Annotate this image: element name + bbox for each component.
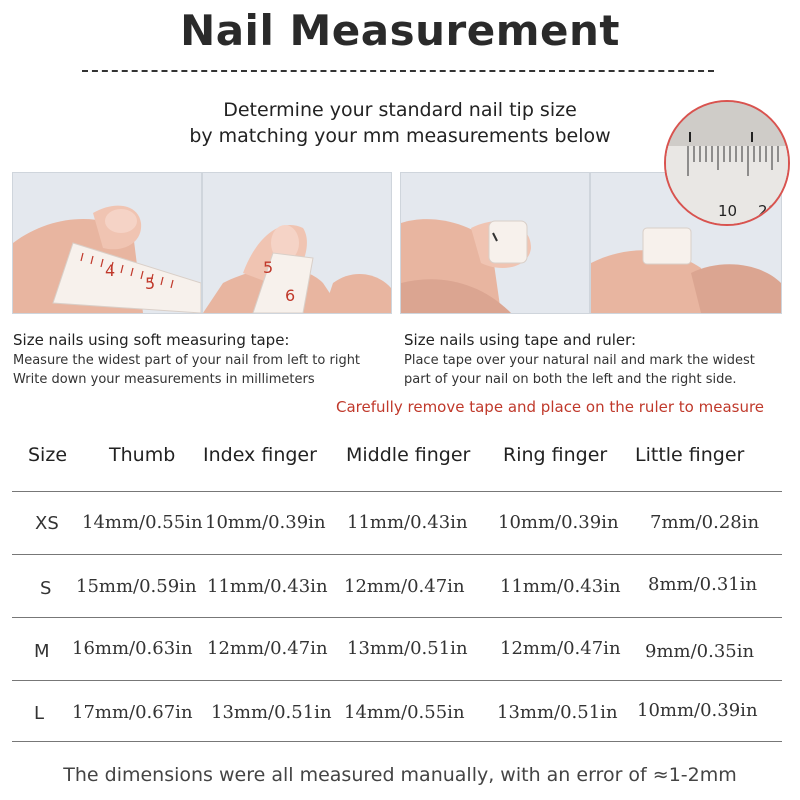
table-header-ring: Ring finger — [503, 444, 608, 466]
table-divider — [12, 617, 782, 618]
table-cell: 7mm/0.28in — [650, 512, 760, 533]
table-cell: 11mm/0.43in — [500, 576, 621, 597]
table-cell: 15mm/0.59in — [76, 576, 197, 597]
table-cell: 16mm/0.63in — [72, 638, 193, 659]
table-header-index: Index finger — [203, 444, 317, 466]
tape-mark-text: 5 — [263, 258, 274, 277]
method-tape-line-1: Measure the widest part of your nail from left to right — [13, 353, 361, 368]
table-header-size: Size — [28, 444, 68, 466]
table-header-thumb: Thumb — [109, 444, 176, 466]
tape-ruler-photo-1 — [400, 172, 590, 314]
tape-mark-text: 6 — [285, 286, 296, 305]
subtitle-line-1: Determine your standard nail tip size — [223, 99, 577, 121]
table-cell: 13mm/0.51in — [497, 702, 618, 723]
table-cell: 13mm/0.51in — [347, 638, 468, 659]
footer-note: The dimensions were all measured manually, with an error of ≈1-2mm — [63, 764, 737, 786]
tape-measure-photo-1 — [12, 172, 202, 314]
table-cell: 11mm/0.43in — [347, 512, 468, 533]
table-cell: 12mm/0.47in — [500, 638, 621, 659]
method-ruler-line-1: Place tape over your natural nail and mark the widest — [404, 353, 755, 368]
tape-mark-text: 4 — [105, 261, 116, 280]
ruler-closeup — [664, 100, 790, 226]
ruler-mark-10: 10 — [718, 202, 738, 220]
table-cell: 13mm/0.51in — [211, 702, 332, 723]
table-cell: 9mm/0.35in — [645, 641, 755, 662]
table-cell: 14mm/0.55in — [344, 702, 465, 723]
method-tape-heading: Size nails using soft measuring tape: — [13, 331, 290, 349]
table-cell: 11mm/0.43in — [207, 576, 328, 597]
table-cell: 14mm/0.55in — [82, 512, 203, 533]
title-divider — [82, 70, 714, 72]
tape-measure-photo-2 — [202, 172, 392, 314]
table-cell: 12mm/0.47in — [344, 576, 465, 597]
method-tape-line-2: Write down your measurements in millimeters — [13, 372, 315, 387]
ruler-mark-20: 20 — [758, 202, 778, 220]
warning-text: Carefully remove tape and place on the ruler to measure — [336, 398, 765, 416]
table-cell: 8mm/0.31in — [648, 574, 758, 595]
table-cell: 12mm/0.47in — [207, 638, 328, 659]
method-ruler-heading: Size nails using tape and ruler: — [404, 331, 637, 349]
table-cell-size: XS — [35, 513, 59, 534]
page-title: Nail Measurement — [180, 6, 620, 55]
table-divider — [12, 741, 782, 742]
table-divider — [12, 554, 782, 555]
table-cell-size: M — [34, 641, 50, 662]
table-divider — [12, 680, 782, 681]
table-cell-size: L — [34, 703, 45, 724]
table-cell: 17mm/0.67in — [72, 702, 193, 723]
table-cell-size: S — [40, 578, 52, 599]
table-header-little: Little finger — [635, 444, 745, 466]
method-ruler-line-2: part of your nail on both the left and the right side. — [404, 372, 737, 387]
table-cell: 10mm/0.39in — [498, 512, 619, 533]
subtitle-line-2: by matching your mm measurements below — [189, 125, 611, 147]
table-header-middle: Middle finger — [346, 444, 471, 466]
table-cell: 10mm/0.39in — [205, 512, 326, 533]
tape-mark-text: 5 — [145, 274, 156, 293]
table-divider — [12, 491, 782, 492]
table-cell: 10mm/0.39in — [637, 700, 758, 721]
